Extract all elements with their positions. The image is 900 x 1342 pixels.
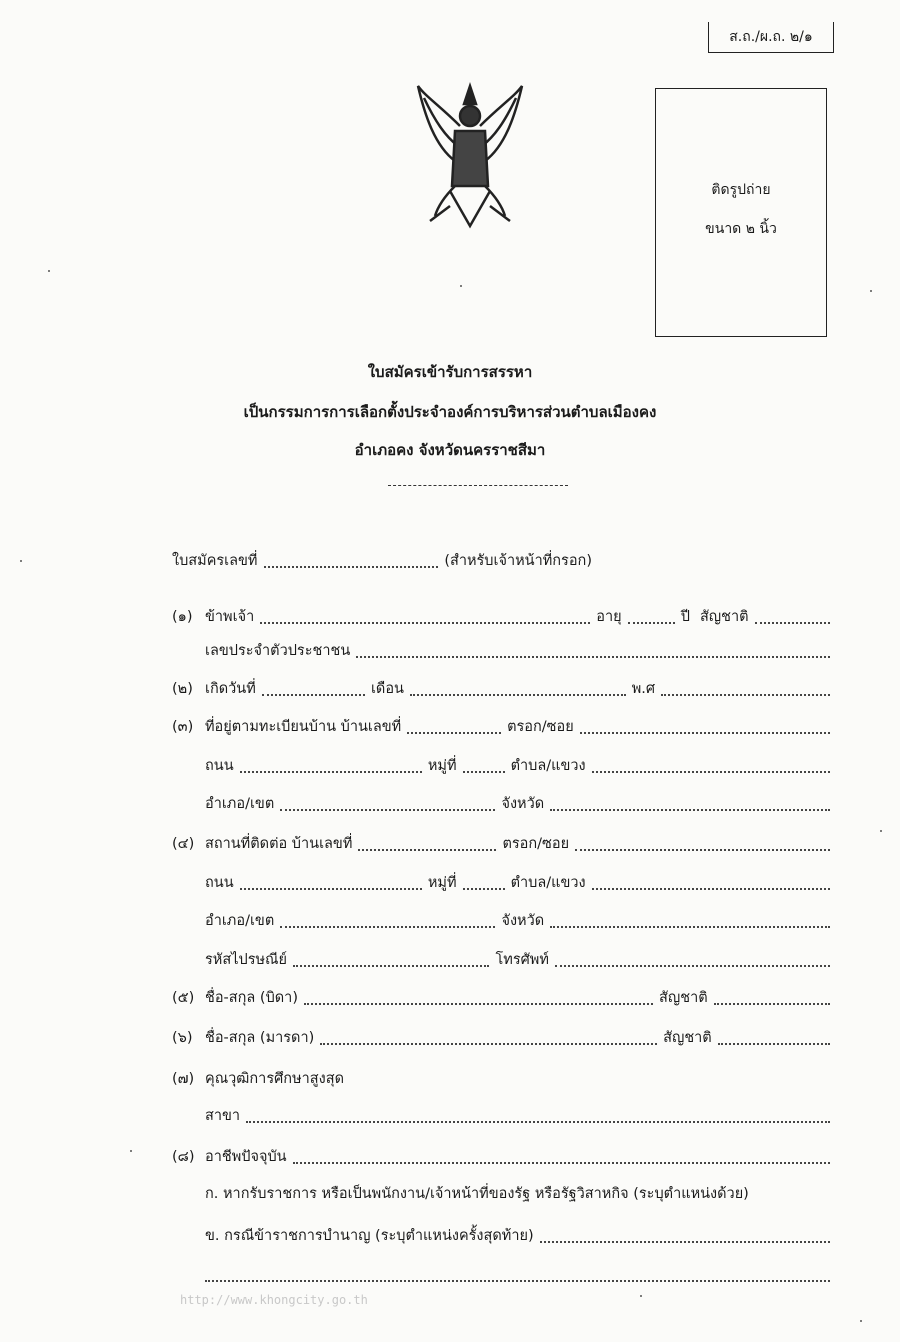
birth-day-field[interactable] <box>262 694 365 696</box>
government-position-row <box>205 1183 830 1205</box>
label: ข. กรณีข้าราชการบำนาญ (ระบุตำแหน่งครั้งสุดท้าย) <box>205 1228 534 1244</box>
extra-line-row <box>205 1264 830 1286</box>
retired-position-field[interactable] <box>540 1241 830 1243</box>
label: หมู่ที่ <box>427 875 457 891</box>
label: ชื่อ-สกุล (มารดา) <box>205 1030 315 1046</box>
address-amphoe-row <box>205 793 830 815</box>
moo-field[interactable] <box>463 771 505 773</box>
age-field[interactable] <box>628 622 675 624</box>
section-6-row <box>172 1027 830 1049</box>
contact-road-row <box>205 872 830 894</box>
birth-month-field[interactable] <box>410 694 626 696</box>
name-field[interactable] <box>260 622 590 624</box>
province-field[interactable] <box>550 809 830 811</box>
major-row <box>205 1105 830 1127</box>
label: เลขประจำตัวประชาชน <box>205 643 351 659</box>
label: ตำบล/แขวง <box>510 758 586 774</box>
address-road-row <box>205 755 830 777</box>
item-number: (๑) <box>172 609 193 625</box>
section-1-row <box>172 606 830 628</box>
major-field[interactable] <box>246 1121 830 1123</box>
contact-amphoe-field[interactable] <box>280 926 495 928</box>
contact-road-field[interactable] <box>240 888 422 890</box>
label: อายุ <box>596 609 622 625</box>
label: เกิดวันที่ <box>205 681 256 697</box>
label: ใบสมัครเลขที่ <box>172 553 258 569</box>
label: ที่อยู่ตามทะเบียนบ้าน บ้านเลขที่ <box>205 719 402 735</box>
label: (สำหรับเจ้าหน้าที่กรอก) <box>444 553 592 569</box>
item-number: (๘) <box>172 1149 195 1165</box>
photo-size-label: ขนาด ๒ นิ้ว <box>705 221 777 237</box>
contact-province-field[interactable] <box>550 926 830 928</box>
form-title: ใบสมัครเข้ารับการสรรหา <box>367 363 533 381</box>
label: ถนน <box>205 875 234 891</box>
section-3-row <box>172 716 830 738</box>
watermark-url: http://www.khongcity.go.th <box>180 1293 368 1307</box>
occupation-field[interactable] <box>293 1162 830 1164</box>
contact-house-number-field[interactable] <box>358 849 496 851</box>
label: สถานที่ติดต่อ บ้านเลขที่ <box>205 836 353 852</box>
id-number-row <box>205 640 830 662</box>
mother-name-field[interactable] <box>320 1043 657 1045</box>
section-5-row <box>172 987 830 1009</box>
contact-moo-field[interactable] <box>463 888 505 890</box>
title-divider <box>388 485 568 486</box>
contact-soi-field[interactable] <box>575 849 830 851</box>
label: สัญชาติ <box>663 1030 712 1046</box>
form-code: ส.ถ./ผ.ถ. ๒/๑ <box>708 22 834 53</box>
road-field[interactable] <box>240 771 422 773</box>
phone-field[interactable] <box>555 965 830 967</box>
label: สาขา <box>205 1108 241 1124</box>
father-nationality-field[interactable] <box>714 1003 830 1005</box>
label: จังหวัด <box>501 913 545 929</box>
tambon-field[interactable] <box>592 771 830 773</box>
label: ก. หากรับราชการ หรือเป็นพนักงาน/เจ้าหน้าที่ของรัฐ หรือรัฐวิสาหกิจ (ระบุตำแหน่งด้วย) <box>205 1186 749 1202</box>
label: ข้าพเจ้า <box>205 609 255 625</box>
item-number: (๓) <box>172 719 194 735</box>
label: พ.ศ <box>631 681 656 697</box>
label: หมู่ที่ <box>427 758 457 774</box>
contact-tambon-field[interactable] <box>592 888 830 890</box>
item-number: (๕) <box>172 990 195 1006</box>
section-7-row <box>172 1068 830 1090</box>
label: อำเภอ/เขต <box>205 796 275 812</box>
form-subtitle: เป็นกรรมการการเลือกตั้งประจำองค์การบริหารส่วนตำบลเมืองคง <box>243 403 657 421</box>
house-number-field[interactable] <box>407 732 501 734</box>
label: ปี <box>680 609 690 625</box>
label: สัญชาติ <box>659 990 708 1006</box>
form-location: อำเภอคง จังหวัดนครราชสีมา <box>354 441 546 459</box>
label: ตรอก/ซอย <box>502 836 570 852</box>
section-8-row <box>172 1146 830 1168</box>
contact-amphoe-row <box>205 910 830 932</box>
item-number: (๔) <box>172 836 195 852</box>
retired-position-row <box>205 1225 830 1247</box>
label: เดือน <box>370 681 404 697</box>
label: ตรอก/ซอย <box>507 719 574 735</box>
mother-nationality-field[interactable] <box>718 1043 830 1045</box>
extra-line-field[interactable] <box>205 1280 830 1282</box>
father-name-field[interactable] <box>304 1003 653 1005</box>
label: ถนน <box>205 758 234 774</box>
item-number: (๖) <box>172 1030 193 1046</box>
photo-label: ติดรูปถ่าย <box>711 182 771 198</box>
label: โทรศัพท์ <box>495 952 549 968</box>
application-number-field[interactable] <box>264 566 439 568</box>
amphoe-field[interactable] <box>280 809 495 811</box>
label: รหัสไปรษณีย์ <box>205 952 287 968</box>
label: จังหวัด <box>501 796 545 812</box>
nationality-field[interactable] <box>755 622 830 624</box>
garuda-emblem-icon <box>410 76 530 231</box>
application-number-row <box>172 550 592 572</box>
birth-year-field[interactable] <box>661 694 830 696</box>
section-4-row <box>172 833 830 855</box>
label: ตำบล/แขวง <box>510 875 586 891</box>
contact-zip-row <box>205 949 830 971</box>
item-number: (๒) <box>172 681 193 697</box>
photo-placeholder-box <box>655 88 827 337</box>
label: อาชีพปัจจุบัน <box>205 1149 287 1165</box>
label: ชื่อ-สกุล (บิดา) <box>205 990 298 1006</box>
soi-field[interactable] <box>580 732 830 734</box>
section-2-row <box>172 678 830 700</box>
item-number: (๗) <box>172 1071 195 1087</box>
label: อำเภอ/เขต <box>205 913 275 929</box>
label: คุณวุฒิการศึกษาสูงสุด <box>205 1071 344 1087</box>
label: สัญชาติ <box>699 609 749 625</box>
id-number-field[interactable] <box>356 656 830 658</box>
zip-field[interactable] <box>293 965 489 967</box>
